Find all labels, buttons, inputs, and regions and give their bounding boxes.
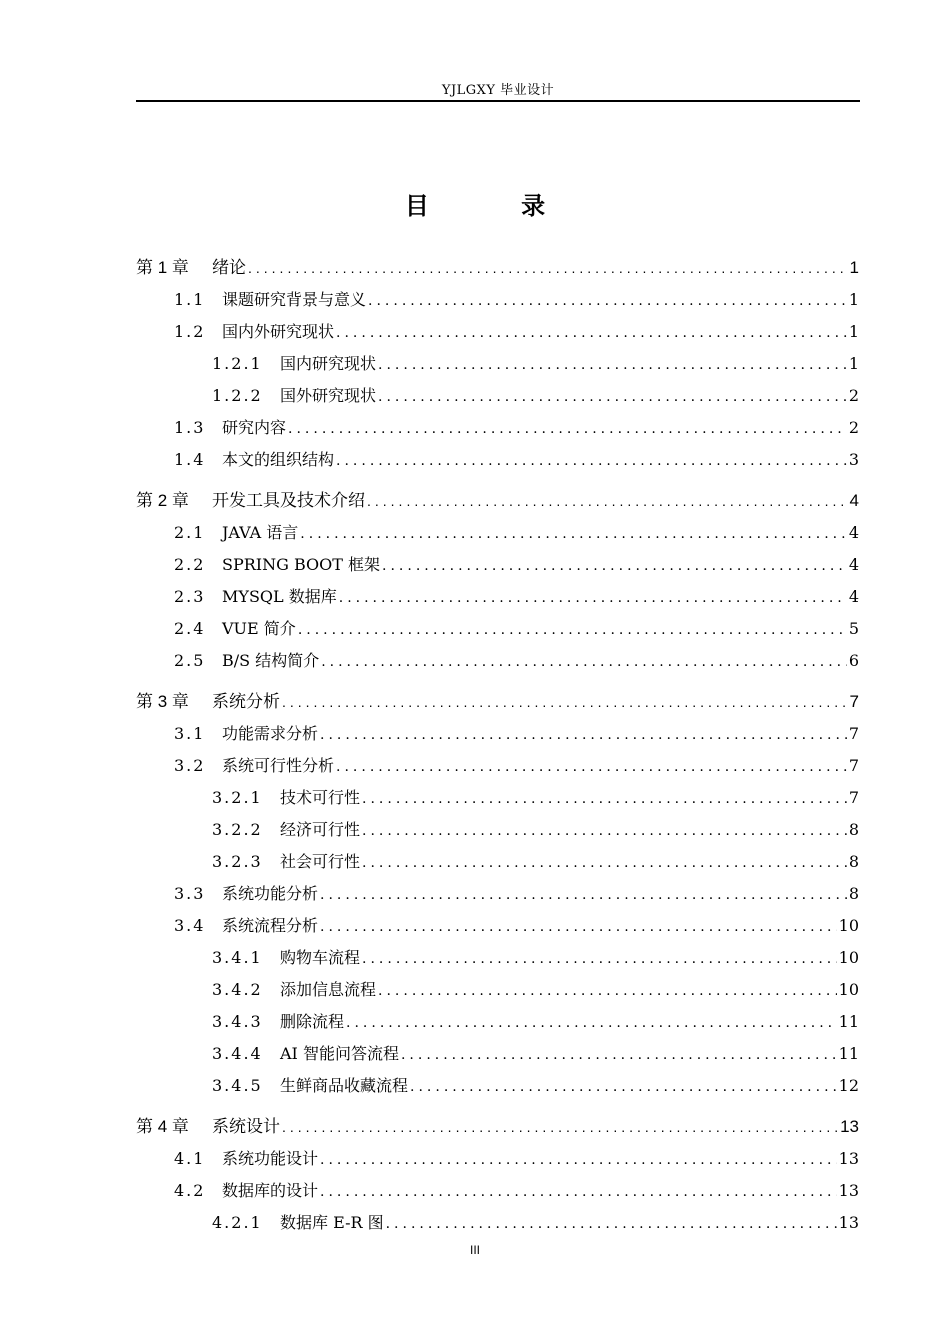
toc-entry-number: 3.4 xyxy=(174,916,206,935)
toc-entry-page: 1 xyxy=(848,354,859,373)
toc-entry-3-2-2[interactable] xyxy=(212,820,859,841)
toc-entry-1-4[interactable] xyxy=(174,450,859,471)
dot-leader xyxy=(378,387,847,407)
toc-entry-page: 13 xyxy=(840,1117,859,1136)
toc-entry-3-4-3[interactable] xyxy=(212,1012,859,1033)
dot-leader xyxy=(282,1117,838,1137)
dot-leader xyxy=(386,1214,837,1234)
toc-entry-page: 2 xyxy=(848,386,859,405)
dot-leader xyxy=(339,588,847,608)
toc-entry-number: 3.2 xyxy=(174,756,206,775)
toc-entry-4-1[interactable] xyxy=(174,1149,859,1170)
toc-entry-label: VUE 简介 xyxy=(222,619,296,638)
toc-entry-page: 10 xyxy=(838,980,859,999)
toc-entry-page: 7 xyxy=(848,724,859,743)
toc-entry-number: 第 1 章 xyxy=(136,258,189,277)
toc-entry-number: 4.2 xyxy=(174,1181,206,1200)
dot-leader xyxy=(320,1150,837,1170)
toc-entry-label: 删除流程 xyxy=(280,1012,345,1031)
toc-entry-number: 3.4.5 xyxy=(212,1076,263,1095)
toc-entry-label: 生鲜商品收藏流程 xyxy=(280,1076,409,1095)
toc-entry-number: 3.4.1 xyxy=(212,948,263,967)
toc-entry-page: 4 xyxy=(848,587,859,606)
dot-leader xyxy=(401,1045,837,1065)
dot-leader xyxy=(336,757,847,777)
toc-entry-label: 国内研究现状 xyxy=(280,354,377,373)
toc-entry-1-3[interactable] xyxy=(174,418,859,439)
toc-entry-chapter-4[interactable] xyxy=(136,1117,859,1137)
toc-entry-number: 2.3 xyxy=(174,587,206,606)
toc-entry-number: 3.1 xyxy=(174,724,206,743)
toc-entry-page: 4 xyxy=(848,555,859,574)
toc-entry-number: 第 3 章 xyxy=(136,692,189,711)
dot-leader xyxy=(362,853,847,873)
running-header: YJLGXY 毕业设计 xyxy=(441,83,555,98)
toc-entry-3-4-1[interactable] xyxy=(212,948,859,969)
toc-entry-label: 系统设计 xyxy=(212,1117,280,1136)
toc-entry-page: 8 xyxy=(848,820,859,839)
dot-leader xyxy=(336,323,847,343)
toc-entry-label: B/S 结构简介 xyxy=(222,651,320,670)
toc-entry-page: 13 xyxy=(838,1181,859,1200)
toc-entry-label: MYSQL 数据库 xyxy=(222,587,337,606)
toc-entry-page: 7 xyxy=(848,788,859,807)
toc-entry-number: 1.3 xyxy=(174,418,206,437)
dot-leader xyxy=(320,1182,837,1202)
toc-entry-label: 添加信息流程 xyxy=(280,980,377,999)
toc-entry-number: 2.5 xyxy=(174,651,206,670)
toc-entry-page: 7 xyxy=(849,692,859,711)
toc-entry-page: 11 xyxy=(838,1044,859,1063)
toc-entry-page: 3 xyxy=(848,450,859,469)
dot-leader xyxy=(320,725,847,745)
toc-entry-label: AI 智能问答流程 xyxy=(280,1044,399,1063)
toc-entry-1-2[interactable] xyxy=(174,322,859,343)
toc-entry-label: 系统功能分析 xyxy=(222,884,319,903)
toc-entry-1-2-1[interactable] xyxy=(212,354,859,375)
toc-entry-number: 4.2.1 xyxy=(212,1213,263,1232)
toc-entry-page: 4 xyxy=(848,523,859,542)
toc-entry-number: 第 4 章 xyxy=(136,1117,189,1136)
toc-entry-number: 2.4 xyxy=(174,619,206,638)
dot-leader xyxy=(248,258,848,278)
toc-entry-2-5[interactable] xyxy=(174,651,859,672)
toc-entry-label: 系统可行性分析 xyxy=(222,756,335,775)
toc-entry-page: 2 xyxy=(848,418,859,437)
dot-leader xyxy=(298,620,847,640)
toc-entry-label: 购物车流程 xyxy=(280,948,361,967)
toc-entry-3-3[interactable] xyxy=(174,884,859,905)
toc-entry-3-4-4[interactable] xyxy=(212,1044,859,1065)
toc-entry-page: 4 xyxy=(849,491,859,510)
dot-leader xyxy=(288,419,847,439)
toc-entry-2-1[interactable] xyxy=(174,523,859,544)
toc-entry-label: 系统分析 xyxy=(212,692,280,711)
toc-entry-1-2-2[interactable] xyxy=(212,386,859,407)
toc-entry-label: 经济可行性 xyxy=(280,820,361,839)
toc-entry-label: JAVA 语言 xyxy=(222,523,299,542)
toc-entry-page: 1 xyxy=(848,322,859,341)
toc-entry-label: 课题研究背景与意义 xyxy=(222,290,367,309)
toc-entry-number: 3.4.4 xyxy=(212,1044,263,1063)
toc-entry-number: 1.2.2 xyxy=(212,386,263,405)
page-number: III xyxy=(469,1243,480,1257)
dot-leader xyxy=(336,451,847,471)
toc-entry-label: 系统功能设计 xyxy=(222,1149,319,1168)
toc-entry-label: 研究内容 xyxy=(222,418,287,437)
dot-leader xyxy=(320,885,847,905)
toc-entry-chapter-2[interactable] xyxy=(136,491,859,511)
toc-entry-label: 数据库 E-R 图 xyxy=(280,1213,384,1232)
toc-entry-3-2[interactable] xyxy=(174,756,859,777)
toc-entry-number: 4.1 xyxy=(174,1149,206,1168)
dot-leader xyxy=(362,949,837,969)
toc-entry-number: 1.4 xyxy=(174,450,206,469)
toc-entry-chapter-1[interactable] xyxy=(136,258,859,278)
dot-leader xyxy=(378,355,847,375)
toc-entry-label: 功能需求分析 xyxy=(222,724,319,743)
toc-entry-page: 7 xyxy=(848,756,859,775)
toc-entry-page: 8 xyxy=(848,852,859,871)
toc-entry-number: 1.1 xyxy=(174,290,206,309)
toc-entry-number: 1.2 xyxy=(174,322,206,341)
toc-entry-page: 1 xyxy=(848,290,859,309)
toc-entry-label: SPRING BOOT 框架 xyxy=(222,555,381,574)
toc-entry-label: 社会可行性 xyxy=(280,852,361,871)
toc-entry-label: 绪论 xyxy=(212,258,246,277)
toc-entry-number: 3.3 xyxy=(174,884,206,903)
toc-entry-page: 13 xyxy=(838,1213,859,1232)
toc-entry-page: 6 xyxy=(848,651,859,670)
dot-leader xyxy=(320,917,837,937)
header-rule xyxy=(136,100,860,102)
toc-entry-page: 10 xyxy=(838,948,859,967)
toc-entry-2-4[interactable] xyxy=(174,619,859,640)
toc-entry-number: 3.4.2 xyxy=(212,980,263,999)
dot-leader xyxy=(300,524,847,544)
toc-entry-4-2-1[interactable] xyxy=(212,1213,859,1234)
toc-entry-number: 3.4.3 xyxy=(212,1012,263,1031)
toc-entry-1-1[interactable] xyxy=(174,290,859,311)
toc-entry-page: 11 xyxy=(838,1012,859,1031)
dot-leader xyxy=(346,1013,837,1033)
toc-entry-number: 2.2 xyxy=(174,555,206,574)
dot-leader xyxy=(362,821,847,841)
toc-entry-page: 5 xyxy=(848,619,859,638)
toc-entry-label: 技术可行性 xyxy=(280,788,361,807)
toc-entry-page: 1 xyxy=(849,258,859,277)
toc-entry-3-2-1[interactable] xyxy=(212,788,859,809)
toc-entry-3-1[interactable] xyxy=(174,724,859,745)
toc-entry-3-2-3[interactable] xyxy=(212,852,859,873)
toc-entry-3-4-2[interactable] xyxy=(212,980,859,1001)
toc-entry-page: 12 xyxy=(838,1076,859,1095)
toc-entry-number: 第 2 章 xyxy=(136,491,189,510)
dot-leader xyxy=(378,981,837,1001)
dot-leader xyxy=(382,556,847,576)
toc-entry-page: 8 xyxy=(848,884,859,903)
toc-entry-label: 国外研究现状 xyxy=(280,386,377,405)
toc-entry-chapter-3[interactable] xyxy=(136,692,859,712)
dot-leader xyxy=(368,291,847,311)
toc-entry-label: 开发工具及技术介绍 xyxy=(212,491,365,510)
toc-entry-page: 10 xyxy=(838,916,859,935)
dot-leader xyxy=(321,652,847,672)
toc-entry-page: 13 xyxy=(838,1149,859,1168)
dot-leader xyxy=(367,491,848,511)
toc-entry-label: 国内外研究现状 xyxy=(222,322,335,341)
toc-entry-number: 3.2.2 xyxy=(212,820,263,839)
toc-entry-label: 系统流程分析 xyxy=(222,916,319,935)
toc-entry-2-2[interactable] xyxy=(174,555,859,576)
dot-leader xyxy=(410,1077,837,1097)
toc-entry-number: 3.2.3 xyxy=(212,852,263,871)
toc-entry-label: 数据库的设计 xyxy=(222,1181,319,1200)
dot-leader xyxy=(362,789,847,809)
toc-entry-number: 2.1 xyxy=(174,523,206,542)
toc-entry-4-2[interactable] xyxy=(174,1181,859,1202)
toc-entry-label: 本文的组织结构 xyxy=(222,450,335,469)
toc-entry-3-4[interactable] xyxy=(174,916,859,937)
toc-entry-number: 1.2.1 xyxy=(212,354,263,373)
toc-entry-3-4-5[interactable] xyxy=(212,1076,859,1097)
toc-entry-number: 3.2.1 xyxy=(212,788,263,807)
toc-entry-2-3[interactable] xyxy=(174,587,859,608)
toc-title: 目 录 xyxy=(404,191,588,220)
dot-leader xyxy=(282,692,848,712)
